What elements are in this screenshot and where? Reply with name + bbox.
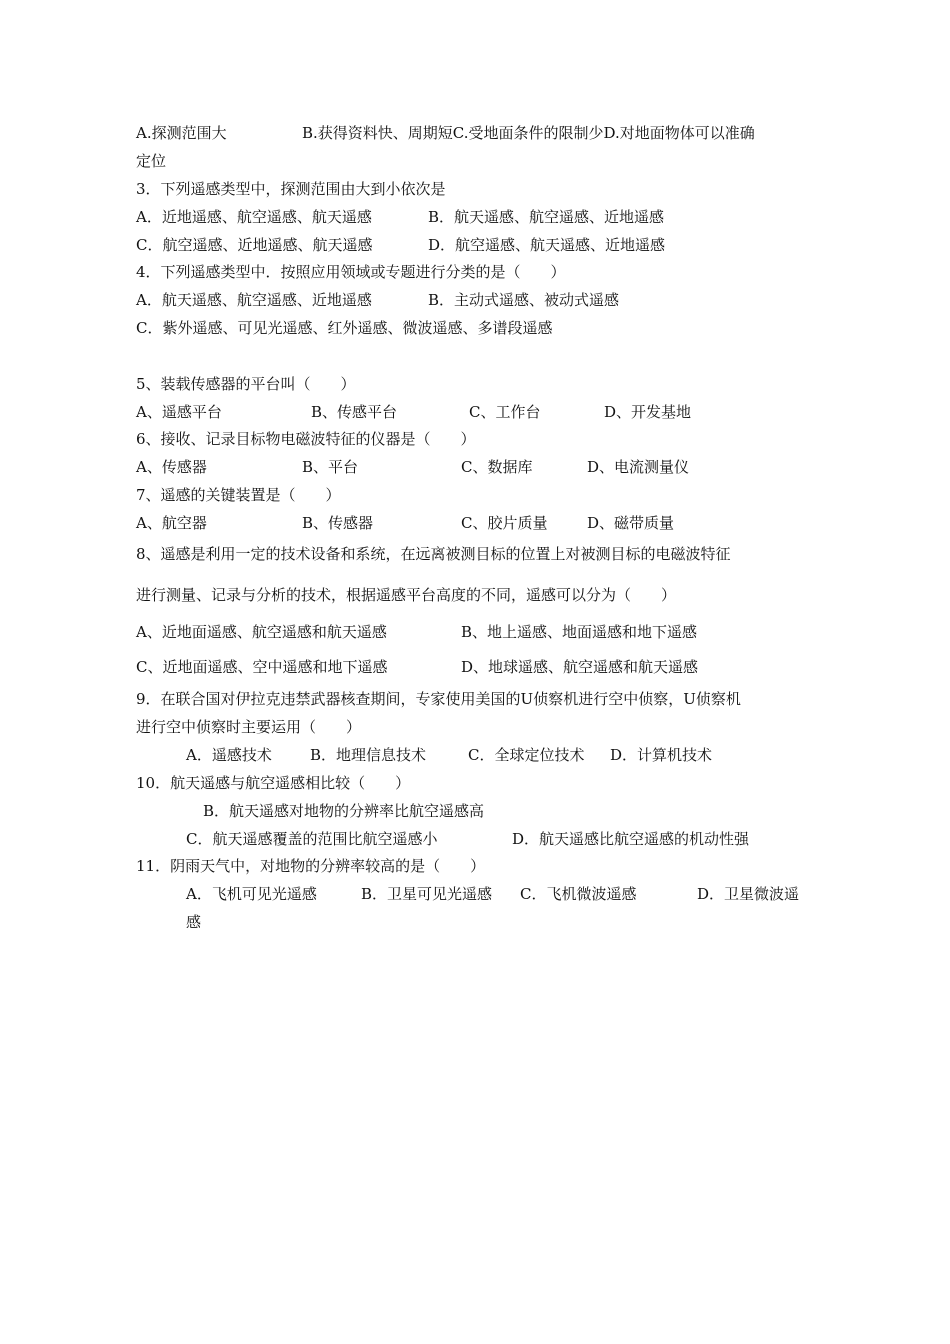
q6-options-line [136,457,689,477]
q7-option-a: A、航空器 [136,514,207,532]
q8-option-b: B、地上遥感、地面遥感和地下遥感 [461,623,698,641]
q5-options-line [136,402,691,422]
q6-option-d: D、电流测量仪 [587,458,690,476]
q6-option-c: C、数据库 [461,458,533,476]
q7-options-line [136,513,674,533]
q11-option-b: B．卫星可见光遥感 [361,885,493,903]
q5-option-c: C、工作台 [469,403,541,421]
q3-option-d: D．航空遥感、航天遥感、近地遥感 [428,236,666,254]
q7-stem: 7、遥感的关键装置是（ ） [136,486,341,504]
q2-option-d: D.对地面物体可以准确 [603,124,755,142]
q7-option-c: C、胶片质量 [461,514,548,532]
q10-stem: 10．航天遥感与航空遥感相比较（ ） [136,774,411,792]
q8-stem-line-1: 8、遥感是利用一定的技术设备和系统，在远离被测目标的位置上对被测目标的电磁波特征 [136,545,731,563]
q9-stem-line-2: 进行空中侦察时主要运用（ ） [136,718,362,736]
q2-option-d-continuation: 定位 [136,152,167,170]
q4-stem: 4．下列遥感类型中．按照应用领域或专题进行分类的是（ ） [136,263,566,281]
q10-option-b: B．航天遥感对地物的分辨率比航空遥感高 [203,802,485,820]
q5-stem: 5、装载传感器的平台叫（ ） [136,375,356,393]
q4-option-a: A．航天遥感、航空遥感、近地遥感 [136,291,372,309]
q4-options-line-1 [136,290,619,310]
q3-option-a: A．近地遥感、航空遥感、航天遥感 [136,208,372,226]
q7-option-d: D、磁带质量 [587,514,675,532]
q2-options-line [136,123,755,143]
q9-option-a: A．遥感技术 [186,746,272,764]
q3-options-line-1 [136,207,664,227]
q3-options-line-2 [136,235,665,255]
q8-option-c: C、近地面遥感、空中遥感和地下遥感 [136,658,388,676]
q9-option-c: C．全球定位技术 [468,746,585,764]
q4-option-b: B．主动式遥感、被动式遥感 [428,291,620,309]
q11-option-c: C．飞机微波遥感 [520,885,637,903]
q2-option-a: A.探测范围大 [136,124,227,142]
q3-stem: 3．下列遥感类型中，探测范围由大到小依次是 [136,180,446,198]
q9-option-d: D．计算机技术 [610,746,713,764]
q11-option-d: D．卫星微波遥 [697,885,800,903]
q3-option-c: C．航空遥感、近地遥感、航天遥感 [136,236,373,254]
q11-option-a: A．飞机可见光遥感 [186,885,317,903]
q5-option-b: B、传感平台 [311,403,398,421]
q9-stem-line-1: 9．在联合国对伊拉克违禁武器核查期间，专家使用美国的U侦察机进行空中侦察，U侦察机 [136,690,741,708]
q9-option-b: B．地理信息技术 [310,746,427,764]
q2-option-b: B.获得资料快、周期短 [302,124,453,142]
q6-option-b: B、平台 [302,458,359,476]
q5-option-a: A、遥感平台 [136,403,222,421]
q2-option-c: C.受地面条件的限制少 [452,124,604,142]
q8-option-d: D、地球遥感、航空遥感和航天遥感 [461,658,699,676]
q4-option-c: C．紫外遥感、可见光遥感、红外遥感、微波遥感、多谱段遥感 [136,319,553,337]
q6-stem: 6、接收、记录目标物电磁波特征的仪器是（ ） [136,430,476,448]
q3-option-b: B．航天遥感、航空遥感、近地遥感 [428,208,665,226]
q10-option-c: C．航天遥感覆盖的范围比航空遥感小 [186,830,438,848]
q9-options-line [186,745,712,765]
q11-stem: 11．阴雨天气中，对地物的分辨率较高的是（ ） [136,857,486,875]
q11-option-d-continuation: 感 [186,913,202,931]
q5-option-d: D、开发基地 [604,403,692,421]
q10-option-d: D．航天遥感比航空遥感的机动性强 [512,830,750,848]
q10-options-line [186,829,749,849]
q7-option-b: B、传感器 [302,514,374,532]
q11-options-line [186,884,799,904]
q6-option-a: A、传感器 [136,458,207,476]
q8-stem-line-2: 进行测量、记录与分析的技术，根据遥感平台高度的不同，遥感可以分为（ ） [136,586,677,604]
q8-options-line-1 [136,622,697,642]
q8-options-line-2 [136,657,698,677]
q8-option-a: A、近地面遥感、航空遥感和航天遥感 [136,623,387,641]
